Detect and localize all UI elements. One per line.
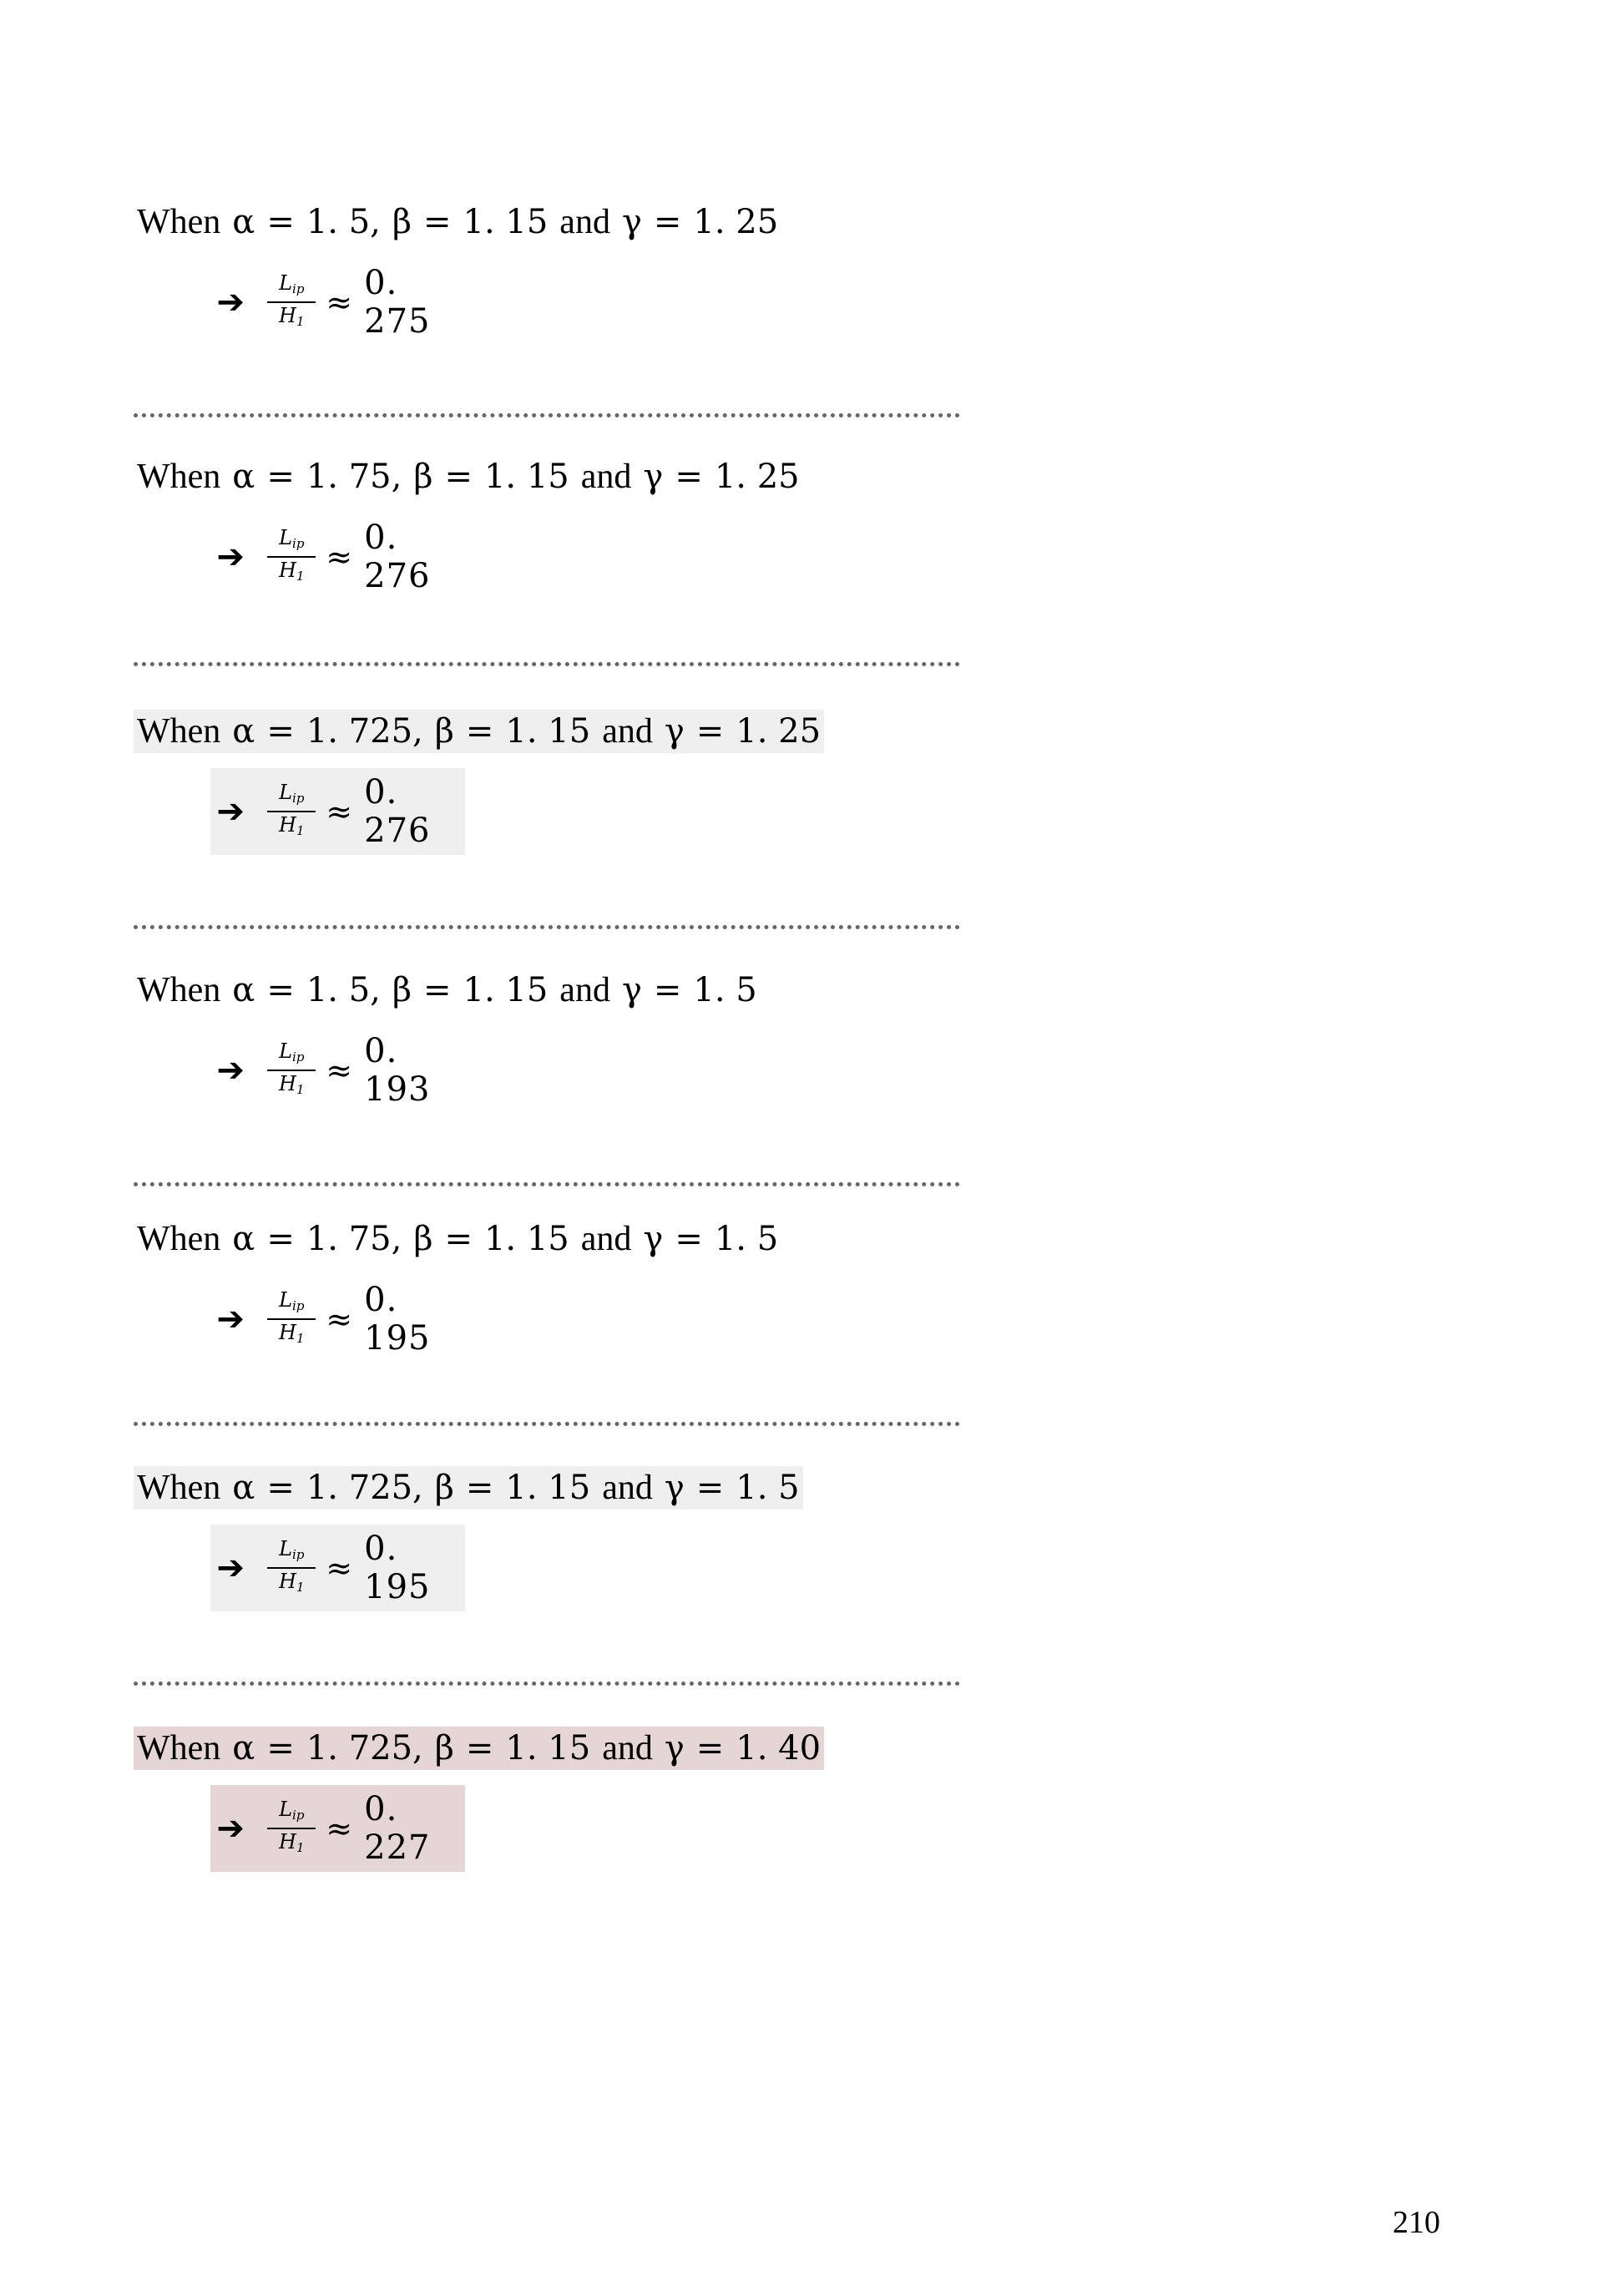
fraction-denominator <box>274 1073 309 1100</box>
denominator-subscript: 1 <box>296 823 305 838</box>
numerator-symbol: L <box>279 271 293 295</box>
denominator-subscript: 1 <box>296 1580 305 1595</box>
dotted-divider <box>134 662 960 666</box>
gamma-value: 1. 25 <box>736 712 822 751</box>
result-line <box>210 1276 465 1363</box>
condition-line <box>134 455 803 498</box>
fraction-bar <box>267 1070 316 1071</box>
condition-block <box>134 710 968 877</box>
dotted-divider <box>134 1682 960 1686</box>
gamma-value: 1. 5 <box>693 971 757 1009</box>
condition-block <box>134 1727 968 1894</box>
condition-block <box>134 968 968 1135</box>
numerator-subscript: ip <box>292 281 305 296</box>
fraction-numerator <box>274 527 309 554</box>
and-label: and <box>580 1220 632 1258</box>
ratio-value: 0. 193 <box>364 1032 431 1109</box>
numerator-symbol: L <box>279 1537 293 1560</box>
fraction-bar <box>267 1828 316 1829</box>
ratio-value: 0. 195 <box>364 1281 431 1358</box>
fraction-numerator <box>274 272 309 300</box>
gamma-symbol: γ <box>643 458 664 496</box>
alpha-symbol: α <box>232 203 255 241</box>
beta-symbol: β <box>413 1220 433 1258</box>
dotted-divider <box>134 1422 960 1426</box>
numerator-symbol: L <box>279 781 293 804</box>
fraction-denominator <box>274 814 309 842</box>
arrow-right-icon: ➔ <box>216 792 245 831</box>
result-line <box>210 1525 465 1611</box>
beta-symbol: β <box>413 458 433 496</box>
dotted-divider <box>134 413 960 417</box>
numerator-symbol: L <box>279 1288 293 1312</box>
beta-symbol: β <box>392 971 412 1009</box>
equals-sign: = <box>423 203 452 241</box>
numerator-subscript: ip <box>292 1049 305 1065</box>
when-label: When <box>137 1729 221 1768</box>
when-label: When <box>137 1469 221 1507</box>
denominator-symbol: H <box>279 304 296 327</box>
condition-line <box>134 200 781 244</box>
fraction-bar <box>267 1567 316 1569</box>
denominator-symbol: H <box>279 1321 296 1344</box>
fraction-denominator <box>274 559 309 587</box>
result-line <box>210 768 465 855</box>
condition-line <box>134 710 824 753</box>
result-line <box>210 259 465 346</box>
arrow-right-icon: ➔ <box>216 283 245 321</box>
denominator-subscript: 1 <box>296 1082 305 1097</box>
page-number: 210 <box>1393 2205 1440 2240</box>
result-line <box>210 1785 465 1872</box>
beta-value: 1. 15 <box>463 971 549 1009</box>
condition-block <box>134 455 968 622</box>
arrow-right-icon: ➔ <box>216 1051 245 1090</box>
fraction-bar <box>267 811 316 812</box>
and-label: and <box>580 458 632 496</box>
fraction-numerator <box>274 781 309 809</box>
alpha-symbol: α <box>232 712 255 751</box>
equals-sign: = <box>465 1469 494 1507</box>
ratio-value: 0. 276 <box>364 518 431 595</box>
fraction <box>267 527 316 587</box>
dotted-divider <box>134 1182 960 1186</box>
numerator-subscript: ip <box>292 1298 305 1313</box>
denominator-subscript: 1 <box>296 1840 305 1855</box>
when-label: When <box>137 712 221 751</box>
fraction <box>267 1040 316 1100</box>
fraction <box>267 1289 316 1349</box>
approx-sign: ≈ <box>326 1550 353 1586</box>
denominator-symbol: H <box>279 559 296 582</box>
fraction-denominator <box>274 1570 309 1598</box>
beta-value: 1. 15 <box>483 1220 569 1258</box>
gamma-value: 1. 25 <box>714 458 800 496</box>
fraction <box>267 272 316 332</box>
denominator-subscript: 1 <box>296 314 305 329</box>
numerator-subscript: ip <box>292 536 305 551</box>
alpha-symbol: α <box>232 1469 255 1507</box>
condition-block <box>134 200 968 367</box>
denominator-symbol: H <box>279 1570 296 1593</box>
denominator-symbol: H <box>279 1830 296 1853</box>
condition-line <box>134 1217 781 1261</box>
equals-sign: = <box>266 458 295 496</box>
fraction-denominator <box>274 1322 309 1349</box>
numerator-symbol: L <box>279 526 293 549</box>
gamma-value: 1. 5 <box>736 1469 800 1507</box>
alpha-value: 1. 5, <box>306 203 381 241</box>
approx-sign: ≈ <box>326 539 353 575</box>
arrow-right-icon: ➔ <box>216 1809 245 1848</box>
alpha-value: 1. 725, <box>306 1729 423 1768</box>
gamma-symbol: γ <box>664 1469 685 1507</box>
equals-sign: = <box>266 203 295 241</box>
beta-value: 1. 15 <box>505 1729 591 1768</box>
denominator-symbol: H <box>279 1072 296 1095</box>
fraction-bar <box>267 301 316 303</box>
and-label: and <box>602 712 653 751</box>
equals-sign: = <box>423 971 452 1009</box>
condition-line <box>134 968 761 1012</box>
equals-sign: = <box>653 971 682 1009</box>
ratio-value: 0. 195 <box>364 1530 431 1606</box>
beta-symbol: β <box>434 712 454 751</box>
beta-symbol: β <box>434 1469 454 1507</box>
alpha-value: 1. 725, <box>306 712 423 751</box>
and-label: and <box>602 1729 653 1768</box>
equals-sign: = <box>675 1220 703 1258</box>
numerator-subscript: ip <box>292 1808 305 1823</box>
equals-sign: = <box>266 971 295 1009</box>
and-label: and <box>559 971 610 1009</box>
when-label: When <box>137 1220 221 1258</box>
fraction <box>267 781 316 842</box>
equals-sign: = <box>465 712 494 751</box>
when-label: When <box>137 203 221 241</box>
numerator-subscript: ip <box>292 1547 305 1562</box>
gamma-symbol: γ <box>643 1220 664 1258</box>
beta-value: 1. 15 <box>463 203 549 241</box>
equals-sign: = <box>266 1469 295 1507</box>
gamma-value: 1. 5 <box>714 1220 779 1258</box>
gamma-symbol: γ <box>621 971 642 1009</box>
fraction <box>267 1798 316 1859</box>
approx-sign: ≈ <box>326 793 353 830</box>
gamma-symbol: γ <box>621 203 642 241</box>
denominator-symbol: H <box>279 813 296 837</box>
numerator-symbol: L <box>279 1798 293 1821</box>
fraction <box>267 1538 316 1598</box>
beta-symbol: β <box>392 203 412 241</box>
approx-sign: ≈ <box>326 1810 353 1847</box>
denominator-subscript: 1 <box>296 1331 305 1346</box>
alpha-symbol: α <box>232 458 255 496</box>
equals-sign: = <box>695 712 725 751</box>
alpha-symbol: α <box>232 1220 255 1258</box>
when-label: When <box>137 971 221 1009</box>
dotted-divider <box>134 925 960 929</box>
result-line <box>210 513 465 600</box>
alpha-value: 1. 725, <box>306 1469 423 1507</box>
fraction-denominator <box>274 1831 309 1859</box>
equals-sign: = <box>266 1220 295 1258</box>
beta-value: 1. 15 <box>505 712 591 751</box>
alpha-value: 1. 75, <box>306 458 402 496</box>
gamma-value: 1. 40 <box>736 1729 822 1768</box>
fraction-denominator <box>274 305 309 332</box>
equals-sign: = <box>266 1729 295 1768</box>
equals-sign: = <box>444 458 473 496</box>
ratio-value: 0. 275 <box>364 264 431 341</box>
equals-sign: = <box>465 1729 494 1768</box>
gamma-value: 1. 25 <box>693 203 779 241</box>
condition-block <box>134 1466 968 1633</box>
approx-sign: ≈ <box>326 284 353 321</box>
fraction-bar <box>267 1318 316 1320</box>
fraction-numerator <box>274 1040 309 1068</box>
fraction-numerator <box>274 1289 309 1317</box>
alpha-symbol: α <box>232 971 255 1009</box>
gamma-symbol: γ <box>664 1729 685 1768</box>
equals-sign: = <box>266 712 295 751</box>
equals-sign: = <box>695 1469 725 1507</box>
equals-sign: = <box>695 1729 725 1768</box>
when-label: When <box>137 458 221 496</box>
alpha-symbol: α <box>232 1729 255 1768</box>
alpha-value: 1. 5, <box>306 971 381 1009</box>
fraction-numerator <box>274 1798 309 1826</box>
fraction-numerator <box>274 1538 309 1565</box>
numerator-symbol: L <box>279 1039 293 1063</box>
approx-sign: ≈ <box>326 1052 353 1089</box>
numerator-subscript: ip <box>292 791 305 806</box>
condition-block <box>134 1217 968 1384</box>
arrow-right-icon: ➔ <box>216 538 245 576</box>
arrow-right-icon: ➔ <box>216 1300 245 1338</box>
ratio-value: 0. 276 <box>364 773 431 850</box>
fraction-bar <box>267 556 316 558</box>
equals-sign: = <box>444 1220 473 1258</box>
condition-line <box>134 1466 803 1510</box>
arrow-right-icon: ➔ <box>216 1549 245 1587</box>
beta-value: 1. 15 <box>505 1469 591 1507</box>
and-label: and <box>559 203 610 241</box>
ratio-value: 0. 227 <box>364 1790 431 1867</box>
beta-value: 1. 15 <box>483 458 569 496</box>
beta-symbol: β <box>434 1729 454 1768</box>
approx-sign: ≈ <box>326 1301 353 1338</box>
equals-sign: = <box>653 203 682 241</box>
result-line <box>210 1027 465 1114</box>
denominator-subscript: 1 <box>296 569 305 584</box>
and-label: and <box>602 1469 653 1507</box>
equals-sign: = <box>675 458 703 496</box>
gamma-symbol: γ <box>664 712 685 751</box>
condition-line <box>134 1727 824 1770</box>
alpha-value: 1. 75, <box>306 1220 402 1258</box>
